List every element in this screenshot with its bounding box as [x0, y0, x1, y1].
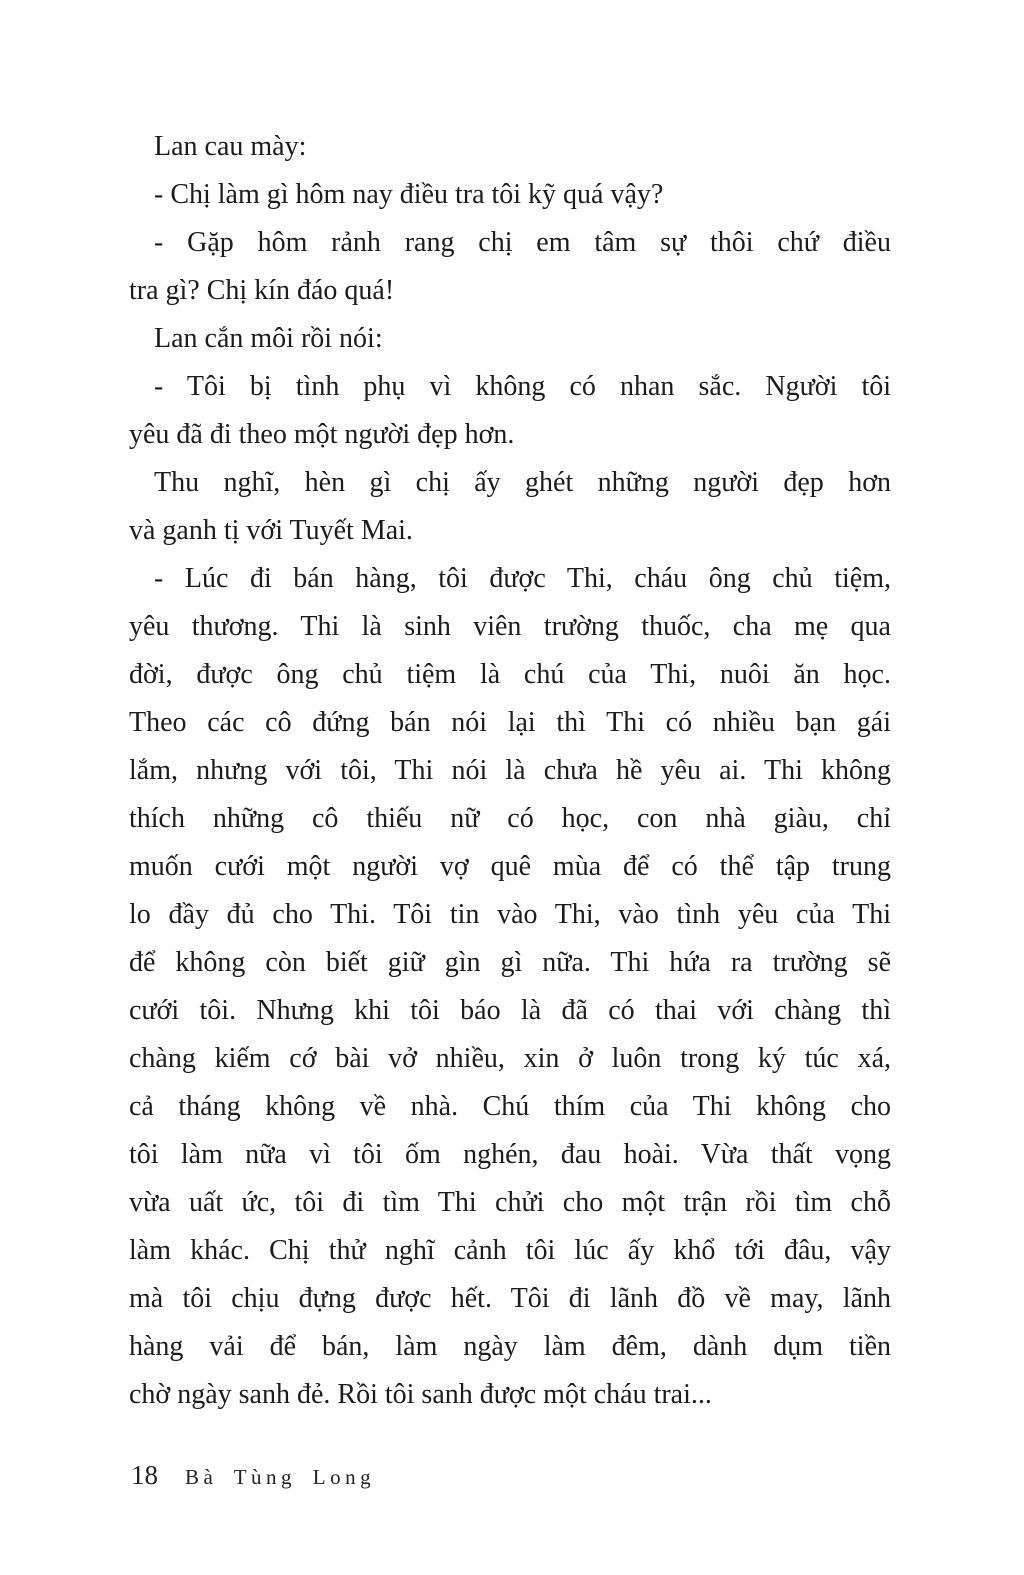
text-line: - Chị làm gì hôm nay điều tra tôi kỹ quá vậy? — [154, 179, 664, 210]
page-number: 18 — [131, 1460, 158, 1490]
text-line: Theo các cô đứng bán nói lại thì Thi có nhiều bạn gái — [129, 707, 891, 738]
text-line: đời, được ông chủ tiệm là chú của Thi, nuôi ăn học. — [129, 659, 891, 690]
text-line: muốn cưới một người vợ quê mùa để có thể tập trung — [129, 851, 891, 882]
text-line: để không còn biết giữ gìn gì nữa. Thi hứa ra trường sẽ — [129, 947, 891, 978]
text-line: chàng kiếm cớ bài vở nhiều, xin ở luôn trong ký túc xá, — [129, 1043, 891, 1074]
text-line: Thu nghĩ, hèn gì chị ấy ghét những người đẹp hơn — [154, 467, 891, 498]
text-line: lo đầy đủ cho Thi. Tôi tin vào Thi, vào tình yêu của Thi — [129, 899, 891, 930]
text-line: - Gặp hôm rảnh rang chị em tâm sự thôi chứ điều — [154, 227, 891, 258]
text-line: hàng vải để bán, làm ngày làm đêm, dành dụm tiền — [129, 1331, 891, 1362]
text-line: mà tôi chịu đựng được hết. Tôi đi lãnh đồ về may, lãnh — [129, 1283, 891, 1314]
text-line: lắm, nhưng với tôi, Thi nói là chưa hề yêu ai. Thi không — [129, 755, 891, 786]
text-line: tra gì? Chị kín đáo quá! — [129, 275, 395, 306]
text-line: Lan cau mày: — [154, 131, 307, 162]
text-line: thích những cô thiếu nữ có học, con nhà giàu, chỉ — [129, 803, 891, 834]
text-line: chờ ngày sanh đẻ. Rồi tôi sanh được một cháu trai... — [129, 1379, 712, 1410]
running-title: Bà Tùng Long — [185, 1465, 376, 1489]
body-text-block — [129, 123, 891, 1419]
text-line: - Tôi bị tình phụ vì không có nhan sắc. Người tôi — [154, 371, 891, 402]
text-line: làm khác. Chị thử nghĩ cảnh tôi lúc ấy khổ tới đâu, vậy — [129, 1235, 891, 1266]
text-line: cưới tôi. Nhưng khi tôi báo là đã có thai với chàng thì — [129, 995, 891, 1026]
text-line: Lan cắn môi rồi nói: — [154, 323, 383, 354]
text-line: yêu đã đi theo một người đẹp hơn. — [129, 419, 515, 450]
text-line: - Lúc đi bán hàng, tôi được Thi, cháu ông chủ tiệm, — [154, 563, 891, 594]
text-line: yêu thương. Thi là sinh viên trường thuốc, cha mẹ qua — [129, 611, 891, 642]
text-line: cả tháng không về nhà. Chú thím của Thi không cho — [129, 1091, 891, 1122]
page-footer — [131, 1458, 375, 1494]
text-line: và ganh tị với Tuyết Mai. — [129, 515, 413, 546]
text-line: vừa uất ức, tôi đi tìm Thi chửi cho một trận rồi tìm chỗ — [129, 1187, 891, 1218]
text-line: tôi làm nữa vì tôi ốm nghén, đau hoài. Vừa thất vọng — [129, 1139, 891, 1170]
